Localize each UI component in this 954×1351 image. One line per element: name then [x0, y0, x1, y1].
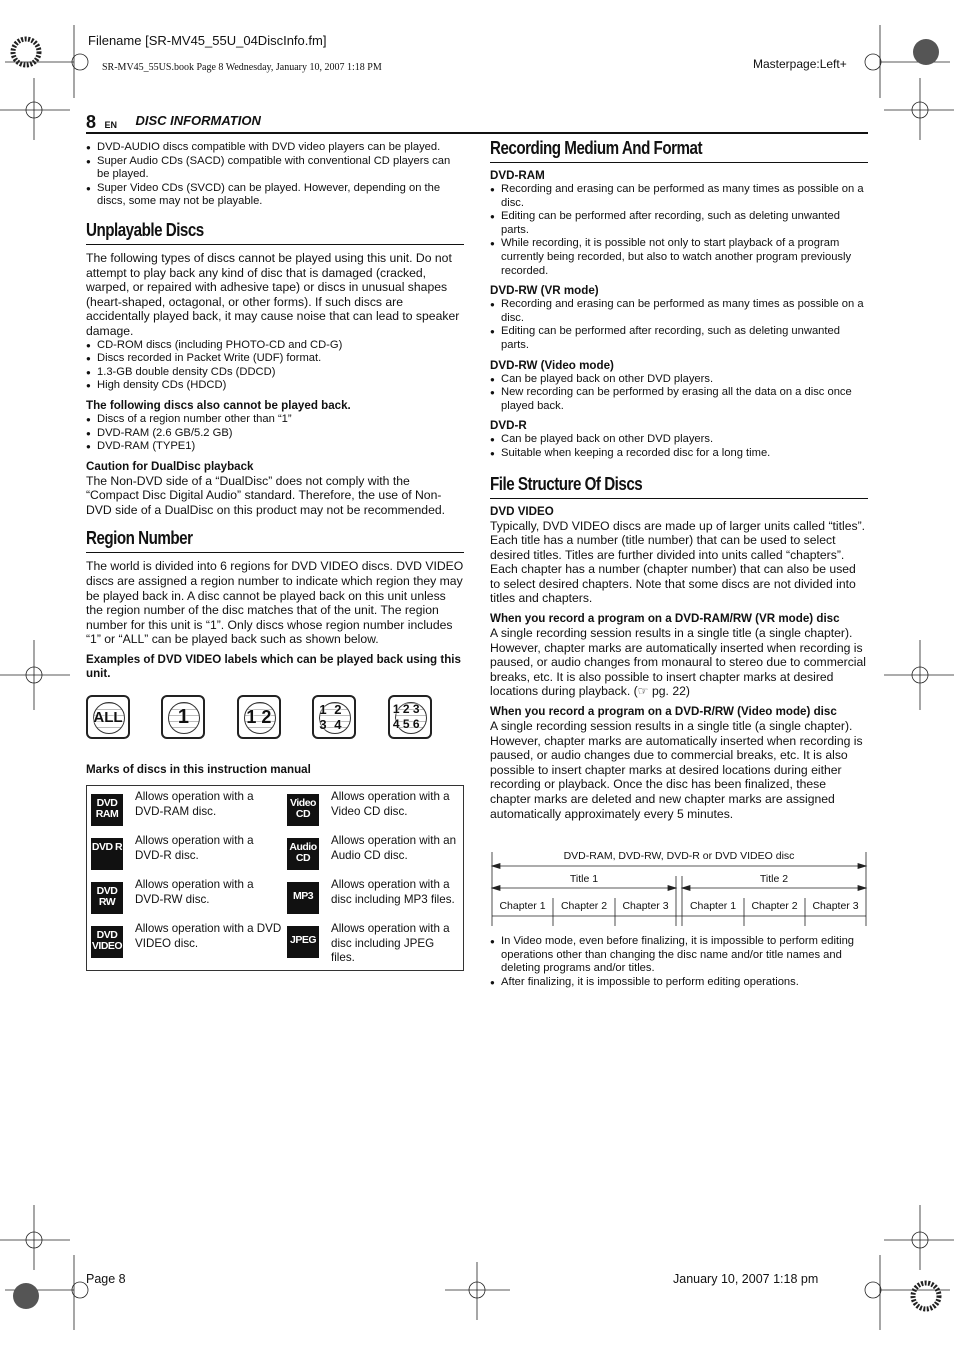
file-structure-heading: File Structure Of Discs: [490, 472, 643, 494]
mark-desc: Allows operation with an Audio CD disc.: [331, 834, 457, 862]
audio-cd-icon: Audio CD: [287, 838, 319, 870]
list-item: ● After finalizing, it is impossible to perform editing operations.: [490, 976, 868, 990]
dvd-ram-heading: DVD-RAM: [490, 169, 545, 182]
also-cannot-heading: The following discs also cannot be played back.: [86, 398, 351, 412]
mp3-icon: MP3: [287, 882, 319, 914]
dvd-rw-icon: DVD RW: [91, 882, 123, 914]
dvd-rw-vr-heading: DVD-RW (VR mode): [490, 284, 599, 298]
title-chapter-diagram: [490, 850, 868, 928]
list-item: ● Discs of a region number other than “1”: [86, 413, 464, 427]
table-row: [87, 830, 464, 874]
table-row: [87, 874, 464, 918]
region-all-icon: ALL: [86, 695, 130, 739]
left-column: [86, 137, 464, 971]
dvd-video-heading: DVD VIDEO: [490, 504, 554, 518]
diagram-chapter: Chapter 3: [622, 900, 669, 912]
list-item: ● Recording and erasing can be performed as many times as possible on a disc.: [490, 298, 868, 325]
region-icons: [86, 695, 464, 743]
list-item: ● While recording, it is possible not only to start playback of a program currently being recorded, but also to watch another program previously recorded.: [490, 237, 868, 278]
mark-desc: Allows operation with a DVD VIDEO disc.: [135, 922, 282, 950]
video-mode-heading: When you record a program on a DVD-R/RW (Video mode) disc: [490, 705, 837, 719]
also-cannot-list: [86, 413, 464, 454]
region-1-6-icon: 1 2 3 4 5 6: [388, 695, 432, 739]
diagram-chapter: Chapter 2: [751, 900, 798, 912]
footer-page: Page 8: [86, 1272, 126, 1286]
list-item: ● DVD-RAM (TYPE1): [86, 440, 464, 454]
mark-desc: Allows operation with a DVD-R disc.: [135, 834, 254, 862]
mark-desc: Allows operation with a Video CD disc.: [331, 790, 450, 818]
dvd-video-text: Typically, DVD VIDEO discs are made up of larger units called “titles”. Each title has a number (title number) that can be used to select desired titles. Titles are further divided into units called “chapters”. Each chapter has a number (chapter number) that can also be used to select desired chapters. Note that some discs are not divided into titles and chapters.: [490, 518, 866, 606]
examples-heading: Examples of DVD VIDEO labels which can be played back using this unit.: [86, 653, 461, 681]
page-header: [86, 112, 868, 134]
jpeg-icon: JPEG: [287, 926, 319, 958]
book-info: SR-MV45_55US.book Page 8 Wednesday, January 10, 2007 1:18 PM: [102, 62, 382, 73]
list-item: ● In Video mode, even before finalizing, it is impossible to perform editing operations other than changing the disc name and/or title names and deleting programs and/or titles.: [490, 935, 868, 976]
unplayable-list: [86, 339, 464, 393]
right-column: [490, 137, 868, 821]
diagram-chapter: Chapter 3: [812, 900, 859, 912]
list-item: ● Editing can be performed after recording, such as deleting unwanted parts.: [490, 210, 868, 237]
region-1-icon: 1: [161, 695, 205, 739]
list-item: ● Super Audio CDs (SACD) compatible with conventional CD players can be played.: [86, 155, 464, 182]
list-item: ● Can be played back on other DVD players.: [490, 433, 868, 447]
diagram-chapter: Chapter 1: [689, 900, 737, 912]
dualdisc-text: The Non-DVD side of a “DualDisc” does not comply with the “Compact Disc Digital Audio” standard. Therefore, the use of Non-DVD side of a DualDisc on this product may not be recommended.: [86, 473, 446, 517]
dualdisc-heading: Caution for DualDisc playback: [86, 459, 254, 473]
region-text: The world is divided into 6 regions for DVD VIDEO discs. DVD VIDEO discs are assigned a region number to indicate which region they may be played back in. A disc cannot be played back on this unit unless the region number of the disc matches that of the unit. The region number for this unit is “1”. Only discs whose region number includes “1” or “ALL” can be played back such as shown below.: [86, 559, 464, 647]
dvd-r-heading: DVD-R: [490, 419, 527, 433]
list-item: ● CD-ROM discs (including PHOTO-CD and CD-G): [86, 339, 464, 353]
table-row: [87, 918, 464, 970]
list-item: ● DVD-AUDIO discs compatible with DVD video players can be played.: [86, 141, 464, 155]
vr-mode-heading: When you record a program on a DVD-RAM/RW (VR mode) disc: [490, 612, 840, 626]
list-item: ● New recording can be performed by erasing all the data on a disc once played back.: [490, 386, 868, 413]
video-cd-icon: Video CD: [287, 794, 319, 826]
diagram-title-2: Title 2: [759, 873, 789, 885]
list-item: ● High density CDs (HDCD): [86, 379, 464, 393]
final-notes-list: [490, 935, 868, 989]
list-item: ● Recording and erasing can be performed as many times as possible on a disc.: [490, 183, 868, 210]
recording-heading: Recording Medium And Format: [490, 137, 703, 158]
dvd-r-list: [490, 433, 868, 460]
list-item: ● Suitable when keeping a recorded disc for a long time.: [490, 447, 868, 461]
region-1-2-icon: 1 2: [237, 695, 281, 739]
list-item: ● Super Video CDs (SVCD) can be played. However, depending on the discs, some may not be playable.: [86, 182, 464, 209]
diagram-chapter: Chapter 1: [499, 900, 546, 912]
dvd-rw-video-heading: DVD-RW (Video mode): [490, 358, 614, 372]
intro-bullets: [86, 141, 464, 209]
dvd-r-icon: DVD R: [91, 838, 123, 870]
diagram-chapter: Chapter 2: [560, 900, 608, 912]
footer-date: January 10, 2007 1:18 pm: [673, 1272, 819, 1286]
region-heading: Region Number: [86, 527, 193, 549]
disc-marks-table: [86, 785, 464, 971]
unplayable-text: The following types of discs cannot be played using this unit. Do not attempt to play back any kind of disc that is damaged (cracked, warped, or repaired with adhesive tape) or discs in unusual shapes (heart-shaped, octagonal, or other forms). If such discs are accidentally played back, it may cause noise that can lead to speaker damage.: [86, 250, 460, 338]
mark-desc: Allows operation with a disc including JPEG files.: [331, 922, 450, 965]
video-mode-text: A single recording session results in a single title (a single chapter). However, chapter marks are automatically inserted when recording is paused, or audio changes due to commercial breaks, etc. It is also possible to insert chapter marks at desired locations during either recording or playback. Once the disc has been finalized, these chapter marks are deleted and new chapter marks are assigned automatically approximately every 5 minutes.: [490, 719, 863, 821]
diagram-title-1: Title 1: [569, 873, 599, 885]
list-item: ● DVD-RAM (2.6 GB/5.2 GB): [86, 427, 464, 441]
region-1-4-icon: 1 2 3 4: [312, 695, 356, 739]
language-code: EN: [104, 120, 117, 130]
diagram-disc-label: DVD-RAM, DVD-RW, DVD-R or DVD VIDEO disc: [563, 850, 795, 862]
dvd-ram-icon: DVD RAM: [91, 794, 123, 826]
list-item: ● Discs recorded in Packet Write (UDF) format.: [86, 352, 464, 366]
mark-desc: Allows operation with a DVD-RAM disc.: [135, 790, 254, 818]
mark-desc: Allows operation with a disc including MP3 files.: [331, 878, 455, 906]
section-title: DISC INFORMATION: [135, 113, 261, 128]
vr-mode-text: A single recording session results in a single title (a single chapter). However, chapter marks are automatically inserted when recording is paused, or audio changes from monaural to stereo due to commercial breaks, etc. It is also possible to insert chapter marks at desired locations during playback. (☞ pg. 22): [490, 626, 866, 699]
page-number: 8: [86, 112, 97, 132]
list-item: ● 1.3-GB double density CDs (DDCD): [86, 366, 464, 380]
unplayable-heading: Unplayable Discs: [86, 218, 204, 240]
list-item: ● Editing can be performed after recording, such as deleting unwanted parts.: [490, 325, 868, 352]
masterpage-label: Masterpage:Left+: [753, 57, 847, 71]
dvd-video-icon: DVD VIDEO: [91, 926, 123, 958]
table-row: [87, 786, 464, 831]
list-item: ● Can be played back on other DVD players.: [490, 373, 868, 387]
marks-heading: Marks of discs in this instruction manual: [86, 763, 311, 777]
mark-desc: Allows operation with a DVD-RW disc.: [135, 878, 254, 906]
dvd-rw-vr-list: [490, 298, 868, 352]
dvd-ram-list: [490, 183, 868, 278]
dvd-rw-video-list: [490, 373, 868, 414]
filename-label: Filename [SR-MV45_55U_04DiscInfo.fm]: [88, 33, 327, 48]
